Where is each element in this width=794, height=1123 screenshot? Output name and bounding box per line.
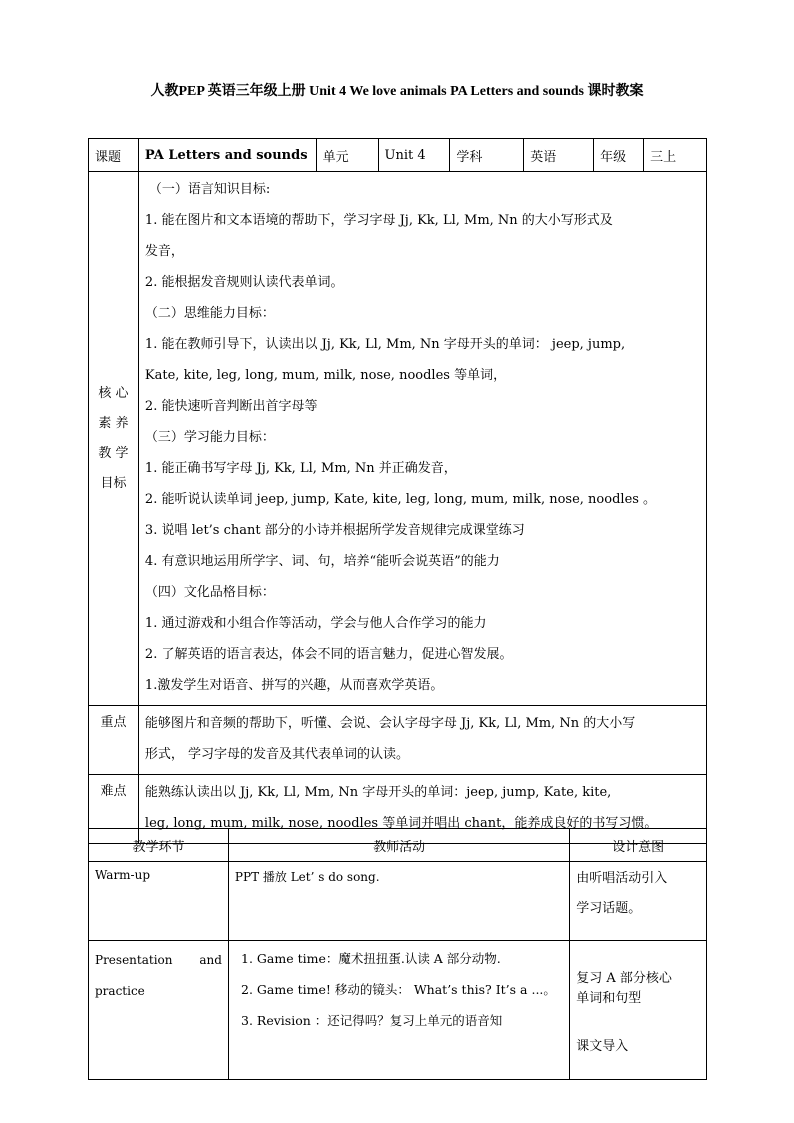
warmup-activity: PPT 播放 Let’ s do song. [228,862,569,941]
key-points-row [89,706,707,775]
activity-header: 教师活动 [228,829,569,862]
presentation-intent-line: 单词和句型 [576,991,642,1006]
process-table [88,828,707,1080]
presentation-activity [228,941,569,1080]
goal-line: （一）语言知识目标: [148,182,271,197]
unit-label: 单元 [316,139,378,172]
goal-line: 4. 有意识地运用所学字、词、句，培养“能听会说英语”的能力 [144,554,500,569]
stage-header: 教学环节 [89,829,229,862]
goals-row [89,172,707,706]
process-header-row [89,829,707,862]
presentation-stage [89,941,229,1080]
course-label: 课题 [89,139,139,172]
goals-label [89,172,139,706]
goal-line: 2. 能听说认读单词 jeep, jump, Kate, kite, leg, long, mum, milk, nose, noodles 。 [144,492,657,507]
presentation-intent-line: 课文导入 [576,1039,629,1054]
intent-header: 设计意图 [570,829,707,862]
goal-line: （四）文化品格目标： [144,585,275,600]
grade-label: 年级 [594,139,644,172]
goal-line: （三）学习能力目标： [144,430,275,445]
goal-line: 2. 了解英语的语言表达，体会不同的语言魅力，促进心智发展。 [144,647,513,662]
header-row [89,139,707,172]
goal-line: 1. 能在教师引导下，认读出以 Jj, Kk, Ll, Mm, Nn 字母开头的单词： jeep, jump, [144,337,626,352]
goal-line: Kate, kite, leg, long, mum, milk, nose, noodles 等单词， [144,368,507,383]
warmup-row [89,862,707,941]
activity-item: 2. Game time! 移动的镜头： What’s this? It’s a ...。 [257,974,563,1005]
goals-label-line: 教 学 [98,445,129,461]
difficulty-line: leg, long, mum, milk, nose, noodles 等单词并唱出 chant，能养成良好的书写习惯。 [144,816,658,831]
subject-value: 英语 [524,139,594,172]
goal-line: 1. 能正确书写字母 Jj, Kk, Ll, Mm, Nn 并正确发音， [144,461,457,476]
key-points-content [138,706,706,775]
key-point-line: 能够图片和音频的帮助下，听懂、会说、会认字母字母 Jj, Kk, Ll, Mm, Nn 的大小写 [144,716,636,731]
presentation-stage-word: and [199,953,222,967]
goal-line: 发音， [144,244,184,259]
presentation-stage-line: practice [95,984,145,998]
key-point-line: 形式， 学习字母的发音及其代表单词的认读。 [144,747,410,762]
goals-label-line: 目标 [100,475,127,491]
warmup-intent-line: 由听唱活动引入 [576,871,668,886]
unit-value: Unit 4 [378,139,450,172]
goal-line: 1. 通过游戏和小组合作等活动，学会与他人合作学习的能力 [144,616,487,631]
lesson-plan-table [88,138,707,844]
subject-label: 学科 [450,139,524,172]
document-title: 人教PEP 英语三年级上册 Unit 4 We love animals PA Letters and sounds 课时教案 [150,84,644,99]
grade-value: 三上 [644,139,707,172]
key-points-label: 重点 [89,706,139,775]
goal-line: （二）思维能力目标： [144,306,275,321]
presentation-stage-word: Presentation [95,953,173,967]
presentation-intent-line: 复习 A 部分核心 [576,971,672,986]
difficulties-label: 难点 [89,775,139,844]
goals-label-line: 核 心 [98,385,129,401]
activity-item: 3. Revision ：还记得吗？复习上单元的语音知 [257,1005,563,1036]
warmup-stage: Warm-up [89,862,229,941]
course-value: PA Letters and sounds [138,139,316,172]
difficulty-line: 能熟练认读出以 Jj, Kk, Ll, Mm, Nn 字母开头的单词：jeep, jump, Kate, kite, [144,785,612,800]
warmup-intent [570,862,707,941]
goal-line: 1. 能在图片和文本语境的帮助下，学习字母 Jj, Kk, Ll, Mm, Nn 的大小写形式及 [144,213,613,228]
goal-line: 3. 说唱 let’s chant 部分的小诗并根据所学发音规律完成课堂练习 [144,523,525,538]
presentation-row [89,941,707,1080]
goal-line: 2. 能快速听音判断出首字母等 [144,399,318,414]
presentation-intent [570,941,707,1080]
activity-item: 1. Game time：魔术扭扭蛋.认读 A 部分动物. [257,943,563,974]
goal-line: 2. 能根据发音规则认读代表单词。 [144,275,344,290]
warmup-intent-line: 学习话题。 [576,901,642,916]
goals-content [138,172,706,706]
goal-line: 1.激发学生对语音、拼写的兴趣，从而喜欢学英语。 [144,678,444,693]
goals-label-line: 素 养 [98,415,129,431]
